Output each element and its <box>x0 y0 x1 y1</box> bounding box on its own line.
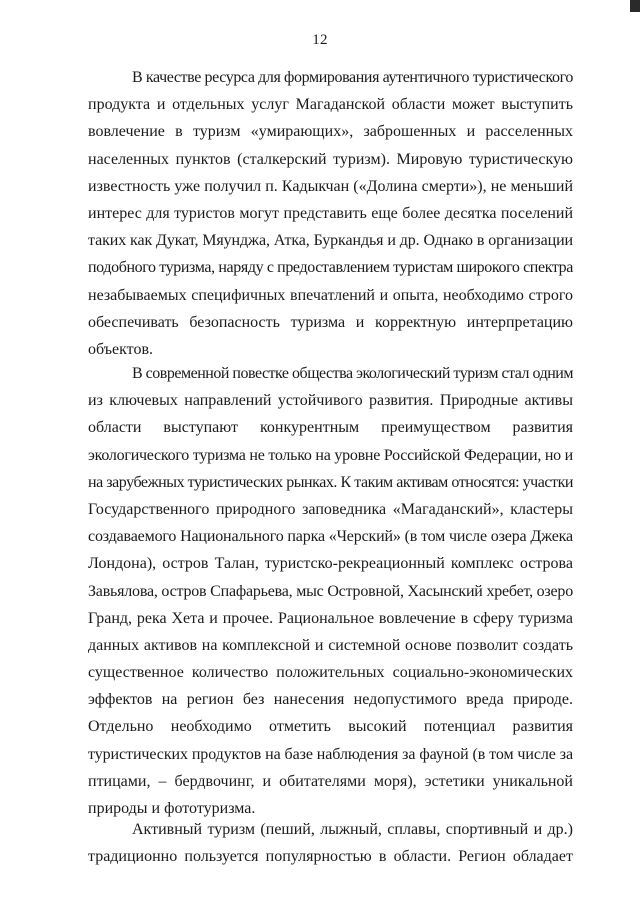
text-line: традиционно пользуется популярностью в области. Регион обладает <box>88 848 573 866</box>
text-line: природы и фототуризма. <box>88 800 256 817</box>
text-line: обеспечивать безопасность туризма и корректную интерпретацию <box>88 313 573 331</box>
text-line: известность уже получил п. Кадыкчан («Долина смерти»), не меньший <box>88 177 573 195</box>
text-line: птицами, – бердвочинг, и обитателями моря), эстетики уникальной <box>88 772 573 790</box>
text-line: экологического туризма не только на уровне Российской Федерации, но и <box>88 446 574 464</box>
scan-edge-mark <box>630 0 640 12</box>
text-line: Государственного природного заповедника «Магаданский», кластеры <box>88 500 573 518</box>
page-number: 12 <box>312 32 328 48</box>
text-line: таких как Дукат, Мяунджа, Атка, Буркандья и др. Однако в организации <box>88 232 574 250</box>
text-line: подобного туризма, наряду с предоставлением туристам широкого спектра <box>88 259 574 277</box>
text-line: продукта и отдельных услуг Магаданской области может выступить <box>88 96 573 114</box>
text-line: незабываемых специфичных впечатлений и опыта, необходимо строго <box>88 286 573 304</box>
paragraph-abandoned-settlements <box>88 64 573 363</box>
text-line: туристических продуктов на базе наблюдения за фауной (в том числе за <box>88 745 573 763</box>
text-line: Лондона), остров Талан, туристско-рекреационный комплекс острова <box>88 555 573 573</box>
paragraph-active-tourism <box>88 816 573 870</box>
text-line: эффектов на регион без нанесения недопустимого вреда природе. <box>88 691 573 709</box>
text-line: интерес для туристов могут представить еще более десятка поселений <box>88 204 573 222</box>
text-line: объектов. <box>88 340 154 358</box>
paragraph-ecological-tourism <box>88 360 573 822</box>
text-line: населенных пунктов (сталкерский туризм). Мировую туристическую <box>88 150 573 168</box>
text-line: Отдельно необходимо отметить высокий потенциал развития <box>88 718 573 736</box>
text-line: данных активов на комплексной и системной основе позволит создать <box>88 636 573 654</box>
text-line: Гранд, река Хета и прочее. Рациональное вовлечение в сферу туризма <box>88 609 573 627</box>
text-line: Завьялова, остров Спафарьева, мыс Островной, Хасынский хребет, озеро <box>88 582 574 600</box>
text-line: из ключевых направлений устойчивого развития. Природные активы <box>88 392 573 410</box>
text-line: вовлечение в туризм «умирающих», заброшенных и расселенных <box>88 123 573 141</box>
text-line: Активный туризм (пеший, лыжный, сплавы, спортивный и др.) <box>132 821 573 838</box>
text-line: В современной повестке общества экологический туризм стал одним <box>132 365 574 382</box>
text-line: существенное количество положительных социально-экономических <box>88 664 573 682</box>
text-line: В качестве ресурса для формирования аутентичного туристического <box>132 69 573 86</box>
text-line: на зарубежных туристических рынках. К таким активам относятся: участки <box>88 473 574 491</box>
text-line: создаваемого Национального парка «Черский» (в том числе озера Джека <box>88 528 573 546</box>
text-line: области выступают конкурентным преимуществом развития <box>88 419 573 437</box>
